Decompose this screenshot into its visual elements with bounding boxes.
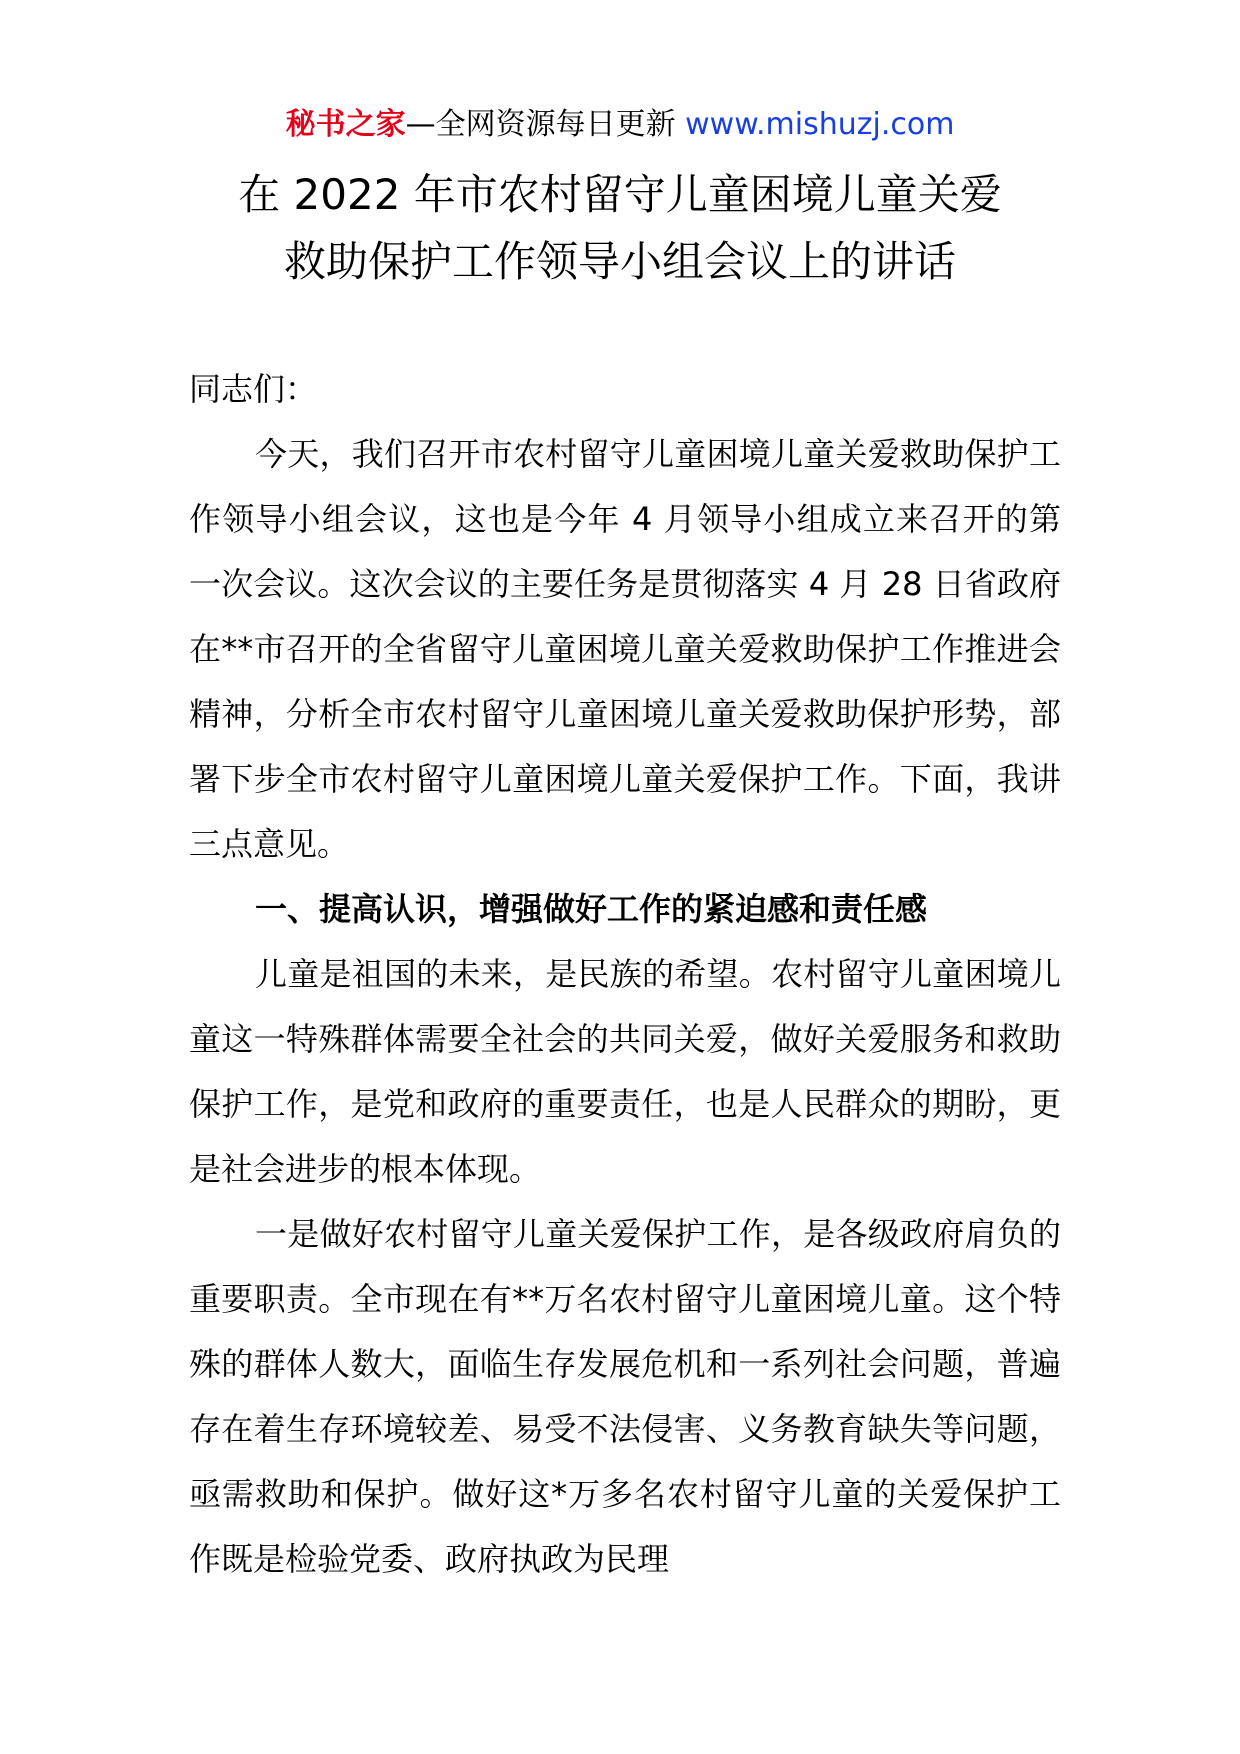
paragraph-2: 儿童是祖国的未来，是民族的希望。农村留守儿童困境儿童这一特殊群体需要全社会的共同关爱，做好关爱服务和救助保护工作，是党和政府的重要责任，也是人民群众的期盼，更是社会进步的根本体现。 (189, 955, 1061, 1188)
paragraph-3: 一是做好农村留守儿童关爱保护工作，是各级政府肩负的重要职责。全市现在有**万名农村留守儿童困境儿童。这个特殊的群体人数大，面临生存发展危机和一系列社会问题，普遍存在着生存环境较差、易受不法侵害、义务教育缺失等问题，亟需救助和保护。做好这*万多名农村留守儿童的关爱保护工作既是检验党委、政府执政为民理 (189, 1215, 1061, 1578)
site-brand: 秘书之家 (285, 107, 406, 142)
document-body (189, 357, 1061, 1592)
title-line-2: 救助保护工作领导小组会议上的讲话 (283, 237, 956, 286)
site-header (0, 100, 1240, 150)
site-tagline: —全网资源每日更新 (405, 107, 686, 142)
title-line-1: 在 2022 年市农村留守儿童困境儿童关爱 (238, 170, 1002, 219)
site-url[interactable]: www.mishuzj.com (685, 107, 955, 142)
salutation: 同志们： (189, 370, 318, 408)
paragraph-1: 今天，我们召开市农村留守儿童困境儿童关爱救助保护工作领导小组会议，这也是今年 4 月领导小组成立来召开的第一次会议。这次会议的主要任务是贯彻落实 4 月 28 日省政府在**市召开的全省留守儿童困境儿童关爱救助保护工作推进会精神，分析全市农村留守儿童困境儿童关爱救助保护形势，部署下步全市农村留守儿童困境儿童关爱保护工作。下面，我讲三点意见。 (189, 435, 1061, 863)
section-heading-1: 一、提高认识，增强做好工作的紧迫感和责任感 (255, 890, 928, 928)
document-title (0, 161, 1240, 295)
